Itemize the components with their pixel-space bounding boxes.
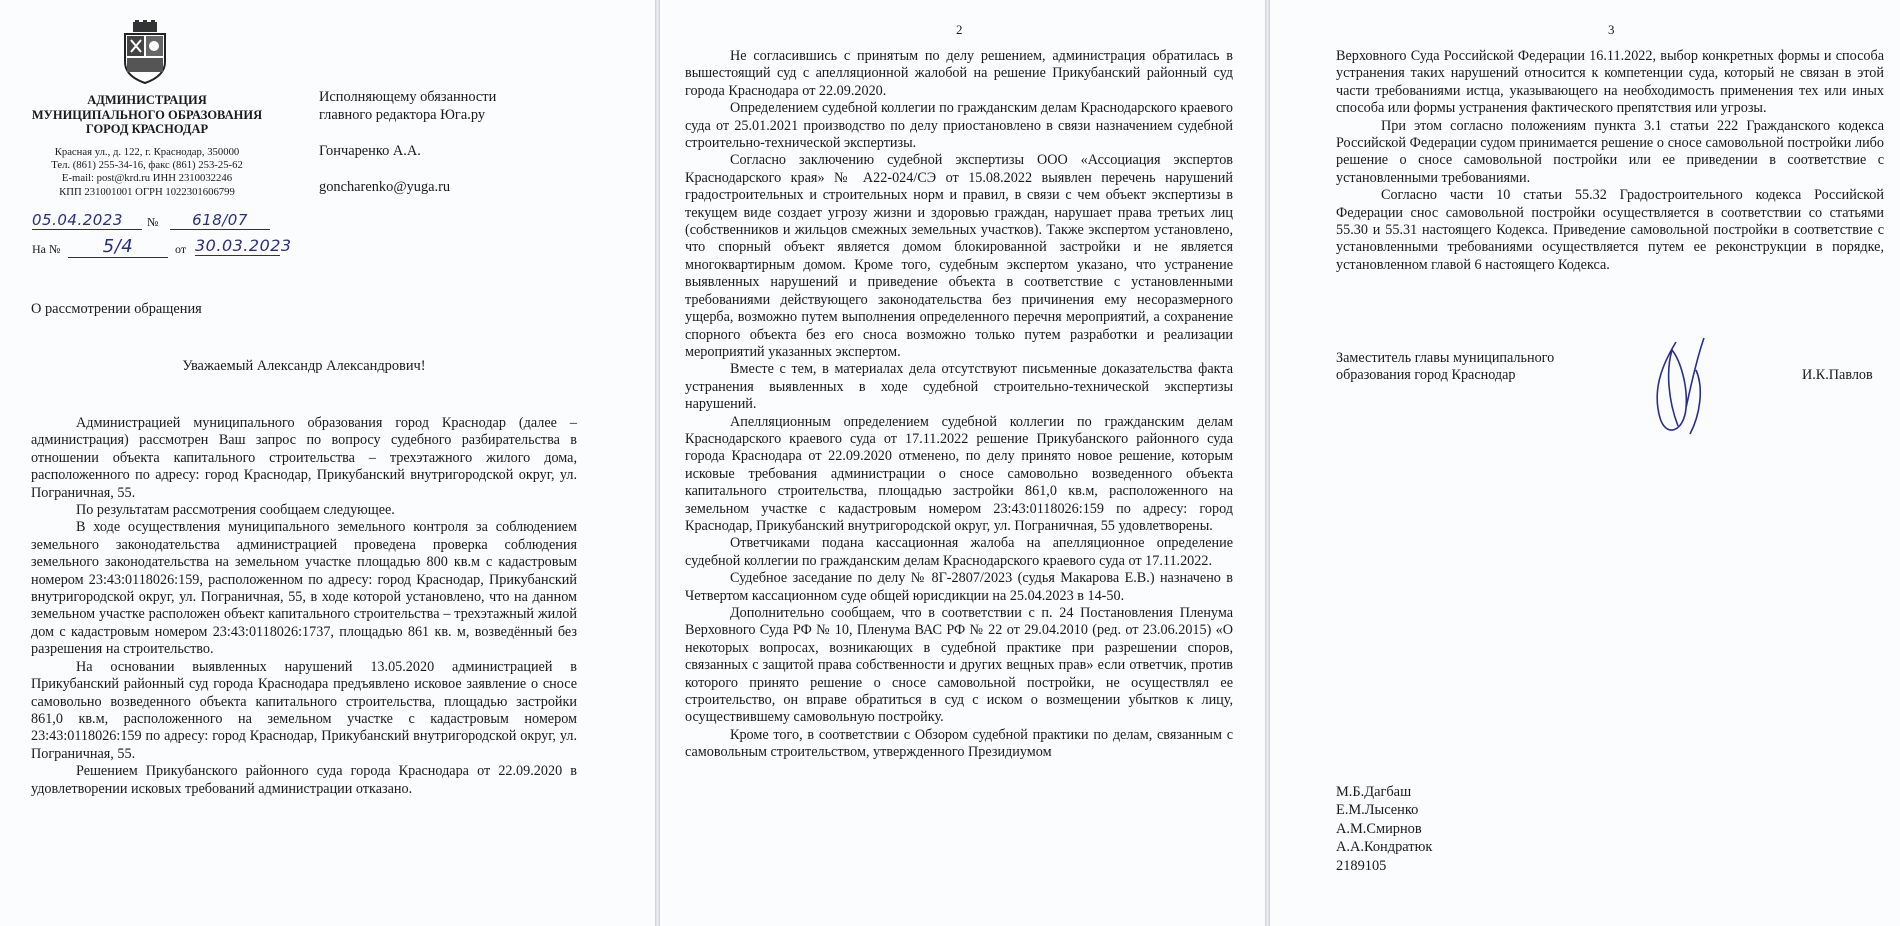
organization-contacts: Красная ул., д. 122, г. Краснодар, 350000 Тел. (861) 255-34-16, факс (861) 253-25-62 E-mail: post@krd.ru ИНН 2310032246 КПП 231001001 ОГРН 1022301606799	[51, 146, 243, 198]
paragraph: При этом согласно положениям пункта 3.1 статьи 222 Гражданского кодекса Российской Федерации судом принимается решение о сносе самовольной постройки либо решение о сносе самовольной постройки или ее приведении в соответствие с установленными требованиями.	[1336, 117, 1884, 186]
paragraph: Администрацией муниципального образования город Краснодар (далее – администрация) рассмотрен Ваш запрос по вопросу судебного разбирательства в отношении объекта капитального строительства – трехэтажного жилого дома, расположенного по адресу: город Краснодар, Прикубанский внутригородской округ, ул. Пограничная, 55.	[31, 415, 577, 501]
outgoing-date: 05.04.2023	[32, 211, 142, 230]
paragraph: По результатам рассмотрения сообщаем следующее.	[76, 502, 395, 519]
body-page-2	[685, 48, 1233, 762]
addressee-name: Гончаренко А.А.	[319, 143, 421, 159]
outgoing-number: 618/07	[170, 211, 270, 230]
organization-name: АДМИНИСТРАЦИЯ МУНИЦИПАЛЬНОГО ОБРАЗОВАНИЯ ГОРОД КРАСНОДАР	[31, 93, 263, 136]
paragraph: Не согласившись с принятым по делу решением, администрация обратилась в вышестоящий суд с апелляционной жалобой на решение Прикубанский районный суд города Краснодара от 22.09.2020.	[685, 48, 1233, 99]
salutation: Уважаемый Александр Александрович!	[182, 358, 426, 374]
reference-registration	[30, 236, 292, 260]
ref-date: 30.03.2023	[195, 236, 292, 255]
paragraph: Решением Прикубанского районного суда города Краснодара от 22.09.2020 в удовлетворении исковых требований администрации отказано.	[31, 763, 577, 797]
paragraph: В ходе осуществления муниципального земельного контроля за соблюдением земельного законодательства администрацией проведена проверка соблюдения земельного законодательства на земельном участке площадью 800 кв.м с кадастровым номером 23:43:0118026:159, расположенном по адресу: город Краснодар, Прикубанский внутригородской округ, ул. Пограничная, 55, в ходе которой установлено, что на данном земельном участке расположен объект капитального строительства – трехэтажный жилой дом с кадастровым номером 23:43:0118026:1737, площадью 861 кв. м, возведённый без разрешения на строительство.	[31, 519, 577, 658]
paragraph: Кроме того, в соответствии с Обзором судебной практики по делам, связанным с самовольным строительством, утвержденного Президиумом	[685, 726, 1233, 761]
paragraph: Вместе с тем, в материалах дела отсутствуют письменные доказательства факта устранения выявленных в ходе судебной строительно-технической экспертизы нарушений.	[685, 361, 1233, 413]
paragraph: Верховного Суда Российской Федерации 16.11.2022, выбор конкретных формы и способа устранения таких нарушений относится к компетенции суда, который не связан в этой части требованиями истца, указывающего на необходимость применения тех или иных способа или формы устранения фактического препятствия или угрозы.	[1336, 48, 1884, 117]
paragraph: Судебное заседание по делу № 8Г-2807/2023 (судья Макарова Е.В.) назначено в Четвертом кассационном суде общей юрисдикции на 25.04.2023 в 14-50.	[685, 570, 1233, 604]
executors-list: М.Б.Дагбаш Е.М.Лысенко А.М.Смирнов А.А.Кондратюк 2189105	[1336, 784, 1433, 874]
paragraph: Согласно заключению судебной экспертизы ООО «Ассоциация экспертов Краснодарского края» № А22-024/СЭ от 15.08.2022 выявлен перечень нарушений градостроительных и строительных норм и правил, в связи с чем объект экспертизы в текущем виде создает угрозу жизни и здоровью граждан, нарушает права третьих лиц (собственников и жильцов смежных земельных участков). Также экспертом установлено, что спорный объект является домом блокированной застройки и не является многоквартирным домом. Кроме того, судебным экспертом указано, что устранение выявленных нарушений и приведение объекта в соответствие с установленными требованиями действующего законодательства без причинения ему несоразмерного ущерба, возможно путем выполнения определенного перечня мероприятий, а сохранение спорного объекта без его сноса возможно только путем разработки и реализации мероприятий указанных экспертом.	[685, 152, 1233, 360]
letter-page-1	[0, 0, 655, 926]
paragraph: Ответчиками подана кассационная жалоба на апелляционное определение судебной коллегии по гражданским делам Краснодарского краевого суда от 17.11.2022.	[685, 535, 1233, 569]
letter-page-2	[660, 0, 1265, 926]
signer-name: И.К.Павлов	[1802, 367, 1873, 383]
ref-label: На №	[32, 242, 61, 256]
ref-number: 5/4	[68, 236, 168, 258]
page-number: 3	[1608, 22, 1615, 37]
number-label: №	[147, 215, 159, 229]
addressee-block: Исполняющему обязанности главного редактора Юга.ру Гончаренко А.А. goncharenko@yuga.ru	[319, 88, 619, 196]
page-number: 2	[956, 22, 963, 37]
paragraph: Согласно части 10 статьи 55.32 Градостроительного кодекса Российской Федерации снос самовольной постройки осуществляется в соответствии со статьями 55.30 и 55.31 настоящего Кодекса. Приведение самовольной постройки в соответствие с установленными требованиями осуществляется путем ее реконструкции в порядке, установленном главой 6 настоящего Кодекса.	[1336, 187, 1884, 273]
paragraph: Определением судебной коллегии по гражданским делам Краснодарского краевого суда от 25.01.2021 производство по делу приостановлено в связи назначением судебной строительно-технической экспертизы.	[685, 100, 1233, 152]
body-page-3	[1336, 48, 1884, 274]
addressee-email: goncharenko@yuga.ru	[319, 179, 451, 195]
paragraph: Апелляционным определением судебной коллегии по гражданским делам Краснодарского краевого суда от 17.11.2022 решение Прикубанского районного суда города Краснодара от 22.09.2020 отменено, по делу принято новое решение, которым исковые требования администрации о сносе самовольно возведенного объекта капитального строительства, площадью застройки 861,0 кв.м, расположенного на земельном участке с кадастровым номером 23:43:0118026:159 по адресу: город Краснодар, Прикубанский внутригородской округ, ул. Пограничная, 55 удовлетворены.	[685, 413, 1233, 534]
paragraph: Дополнительно сообщаем, что в соответствии с п. 24 Постановления Пленума Верховного Суда РФ № 10, Пленума ВАС РФ № 22 от 29.04.2010 (ред. от 23.06.2015) «О некоторых вопросах, возникающих в судебной практике при разрешении споров, связанных с защитой права собственности и других вещных прав» если ответчик, против которого принято решение о сносе самовольной постройки, не осуществлял ее строительство, он вправе обратиться в суд с иском о возмещении убытков к лицу, осуществившему самовольную постройку.	[685, 605, 1233, 726]
letter-page-3	[1270, 0, 1900, 926]
paragraph: На основании выявленных нарушений 13.05.2020 администрацией в Прикубанский районный суд города Краснодара предъявлено исковое заявление о сносе самовольно возведенного объекта капитального строительства, площадью застройки 861,0 кв.м, расположенного на земельном участке с кадастровым номером 23:43:0118026:159 по адресу: город Краснодар, Прикубанский внутригородской округ, ул. Пограничная, 55.	[31, 658, 577, 762]
outgoing-registration	[30, 211, 270, 233]
from-label: от	[175, 242, 187, 256]
subject-line: О рассмотрении обращения	[31, 301, 202, 317]
coat-of-arms-emblem	[122, 20, 168, 84]
handwritten-signature	[1642, 330, 1722, 442]
body-page-1	[31, 415, 577, 798]
signer-title: Заместитель главы муниципального образования город Краснодар	[1336, 350, 1555, 384]
